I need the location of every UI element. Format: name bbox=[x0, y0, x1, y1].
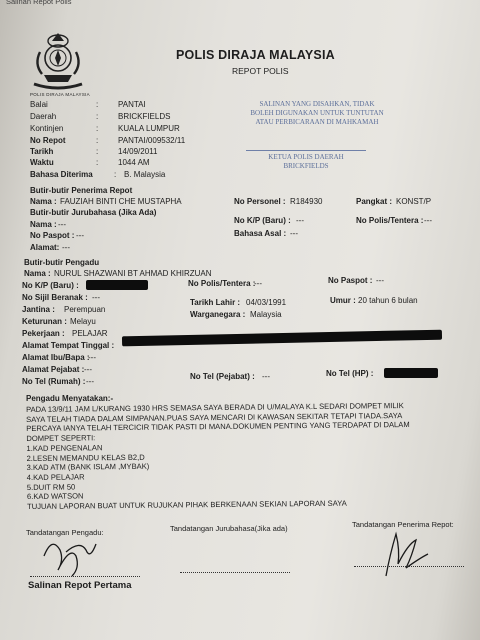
complainant-tinggal-label: Alamat Tempat Tinggal : bbox=[22, 341, 115, 350]
redacted-address bbox=[122, 330, 442, 347]
field-bahasa-value: B. Malaysia bbox=[124, 170, 166, 179]
statement-heading: Pengadu Menyatakan:- bbox=[26, 394, 114, 403]
complainant-signature-label: Tandatangan Pengadu: bbox=[26, 528, 104, 537]
complainant-warga-label: Warganegara : bbox=[190, 310, 246, 319]
field-separator: : bbox=[96, 147, 99, 156]
field-balai-label: Balai bbox=[30, 100, 48, 109]
officer-stamp: KETUA POLIS DAERAH BRICKFIELDS bbox=[246, 150, 366, 171]
interpreter-polis-value: --- bbox=[424, 216, 432, 225]
field-separator: : bbox=[114, 170, 117, 179]
interpreter-kp-value: --- bbox=[296, 216, 304, 225]
complainant-paspot-value: --- bbox=[376, 276, 384, 285]
complainant-sijil-value: --- bbox=[92, 293, 100, 302]
complainant-pejabat-label: Alamat Pejabat : bbox=[22, 365, 85, 374]
complainant-telhp-label: No Tel (HP) : bbox=[326, 369, 374, 378]
redacted-ic-number bbox=[86, 280, 148, 290]
logo-caption: POLIS DIRAJA MALAYSIA bbox=[30, 92, 90, 97]
complainant-lahir-label: Tarikh Lahir : bbox=[190, 298, 241, 307]
statement-line: 5.DUIT RM 50 bbox=[26, 482, 76, 492]
complainant-signature bbox=[36, 530, 116, 580]
field-separator: : bbox=[96, 136, 99, 145]
field-bahasa-label: Bahasa Diterima bbox=[30, 170, 93, 179]
field-tarikh-value: 14/09/2011 bbox=[118, 147, 158, 156]
complainant-signature-line bbox=[30, 576, 140, 577]
footer-copy-label: Salinan Repot Pertama bbox=[28, 580, 132, 591]
field-norepot-value: PANTAI/009532/11 bbox=[118, 136, 186, 145]
complainant-lahir-value: 04/03/1991 bbox=[246, 298, 287, 307]
interpreter-alamat-label: Alamat: bbox=[30, 243, 60, 252]
receiver-personel-value: R184930 bbox=[290, 197, 323, 206]
interpreter-name-label: Nama : bbox=[30, 220, 57, 229]
certified-copy-stamp: SALINAN YANG DISAHKAN, TIDAK BOLEH DIGUNAKAN UNTUK TUNTUTAN ATAU PERBICARAAN DI MAHKAMAH bbox=[250, 100, 384, 126]
complainant-polis-value: --- bbox=[254, 279, 262, 288]
receiver-pangkat-value: KONST/P bbox=[396, 197, 432, 206]
receiver-name-value: FAUZIAH BINTI CHE MUSTAPHA bbox=[60, 197, 182, 206]
complainant-ibubapa-value: --- bbox=[88, 353, 96, 362]
statement-line: 4.KAD PELAJAR bbox=[26, 472, 85, 482]
complainant-umur-value: 20 tahun 6 bulan bbox=[358, 296, 418, 305]
document-title: POLIS DIRAJA MALAYSIA bbox=[176, 48, 335, 62]
complainant-warga-value: Malaysia bbox=[250, 310, 282, 319]
receiver-signature bbox=[372, 524, 442, 580]
interpreter-paspot-label: No Paspot : bbox=[30, 231, 75, 240]
complainant-umur-label: Umur : bbox=[330, 296, 356, 305]
complainant-polis-label: No Polis/Tentera : bbox=[188, 279, 256, 288]
statement-line: TUJUAN LAPORAN BUAT UNTUK RUJUKAN PIHAK BERKENAAN SEKIAN LAPORAN SAYA bbox=[27, 498, 347, 512]
complainant-telrumah-label: No Tel (Rumah) : bbox=[22, 377, 86, 386]
field-separator: : bbox=[96, 124, 99, 133]
complainant-telpejabat-label: No Tel (Pejabat) : bbox=[190, 372, 255, 381]
field-balai-value: PANTAI bbox=[118, 100, 146, 109]
receiver-signature-label: Tandatangan Penerima Repot: bbox=[352, 520, 454, 529]
field-separator: : bbox=[96, 112, 99, 121]
statement-body bbox=[26, 401, 411, 512]
statement-line: 6.KAD WATSON bbox=[26, 491, 84, 502]
field-kontinjen-value: KUALA LUMPUR bbox=[118, 124, 180, 133]
complainant-pekerjaan-value: PELAJAR bbox=[72, 329, 108, 338]
page-header-label: Salinan Repot Polis bbox=[6, 0, 72, 6]
complainant-pejabat-value: --- bbox=[84, 365, 92, 374]
interpreter-bahasa-label: Bahasa Asal : bbox=[234, 229, 287, 238]
interpreter-paspot-value: --- bbox=[76, 231, 84, 240]
complainant-telpejabat-value: --- bbox=[262, 372, 270, 381]
complainant-telrumah-value: --- bbox=[86, 377, 94, 386]
interpreter-signature-label: Tandatangan Jurubahasa(Jika ada) bbox=[170, 524, 288, 533]
field-waktu-label: Waktu bbox=[30, 158, 54, 167]
interpreter-kp-label: No K/P (Baru) : bbox=[234, 216, 291, 225]
statement-line: 2.LESEN MEMANDU KELAS B2,D bbox=[26, 452, 145, 463]
receiver-signature-line bbox=[354, 566, 464, 567]
complainant-pekerjaan-label: Pekerjaan : bbox=[22, 329, 65, 338]
complainant-section-heading: Butir-butir Pengadu bbox=[24, 258, 100, 267]
interpreter-bahasa-value: --- bbox=[290, 229, 298, 238]
complainant-keturunan-value: Melayu bbox=[70, 317, 96, 326]
complainant-paspot-label: No Paspot : bbox=[328, 276, 373, 285]
document-subtitle: REPOT POLIS bbox=[232, 66, 289, 76]
complainant-name-value: NURUL SHAZWANI BT AHMAD KHIRZUAN bbox=[54, 269, 212, 278]
field-separator: : bbox=[96, 100, 99, 109]
complainant-name-label: Nama : bbox=[24, 269, 51, 278]
field-kontinjen-label: Kontinjen bbox=[30, 124, 64, 133]
statement-line: PADA 13/9/11 JAM L/KURANG 1930 HRS SEMASA SAYA BERADA DI U/MALAYA K.L SEDARI DOMPET MILIK bbox=[26, 401, 404, 414]
complainant-keturunan-label: Keturunan : bbox=[22, 317, 67, 326]
interpreter-signature-line bbox=[180, 572, 290, 573]
field-norepot-label: No Repot bbox=[30, 136, 66, 145]
field-daerah-value: BRICKFIELDS bbox=[118, 112, 171, 121]
police-crest-logo bbox=[28, 30, 88, 92]
complainant-ibubapa-label: Alamat Ibu/Bapa : bbox=[22, 353, 90, 362]
receiver-pangkat-label: Pangkat : bbox=[356, 197, 393, 206]
receiver-section-heading: Butir-butir Penerima Repot bbox=[30, 186, 133, 195]
complainant-kp-label: No K/P (Baru) : bbox=[22, 281, 79, 290]
statement-line: 3.KAD ATM (BANK ISLAM ,MYBAK) bbox=[26, 461, 150, 473]
receiver-name-label: Nama : bbox=[30, 197, 57, 206]
statement-line: 1.KAD PENGENALAN bbox=[26, 443, 103, 453]
field-waktu-value: 1044 AM bbox=[118, 158, 150, 167]
redacted-phone bbox=[384, 368, 438, 378]
field-tarikh-label: Tarikh bbox=[30, 147, 54, 156]
statement-line: PERCAYA IANYA TELAH TERCICIR TIDAK PASTI DI MANA.DOKUMEN PENTING YANG TERDAPAT DI DALAM bbox=[26, 420, 410, 434]
interpreter-section-heading: Butir-butir Jurubahasa (Jika Ada) bbox=[30, 208, 157, 217]
receiver-personel-label: No Personel : bbox=[234, 197, 286, 206]
interpreter-name-value: --- bbox=[58, 220, 66, 229]
field-separator: : bbox=[96, 158, 99, 167]
complainant-jantina-label: Jantina : bbox=[22, 305, 55, 314]
complainant-jantina-value: Perempuan bbox=[64, 305, 106, 314]
complainant-sijil-label: No Sijil Beranak : bbox=[22, 293, 88, 302]
statement-line: DOMPET SEPERTI: bbox=[26, 433, 96, 444]
interpreter-polis-label: No Polis/Tentera : bbox=[356, 216, 424, 225]
statement-line: SAYA TELAH TIADA DALAM SIMPANAN.PUAS SAYA MENCARI DI KAWASAN SEKITAR TETAPI TIADA.SAYA bbox=[26, 410, 403, 424]
field-daerah-label: Daerah bbox=[30, 112, 57, 121]
interpreter-alamat-value: --- bbox=[62, 243, 70, 252]
